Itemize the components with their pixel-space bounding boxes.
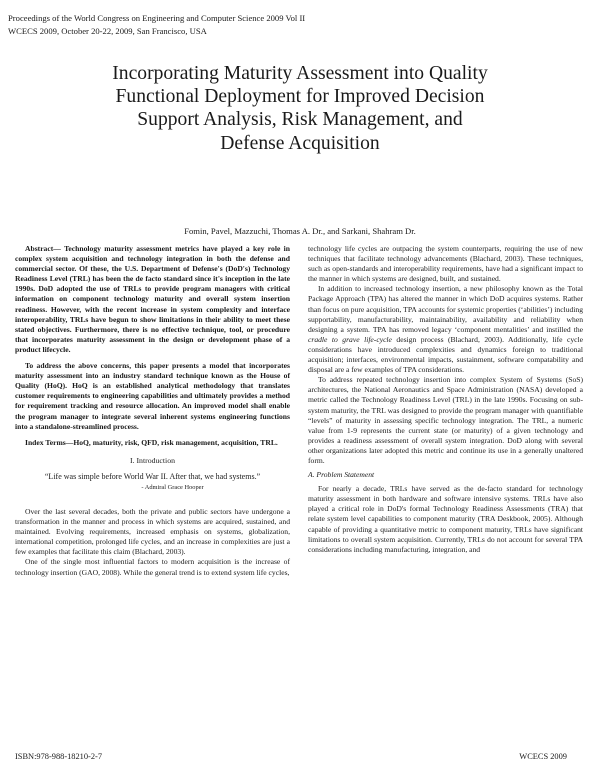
left-column	[15, 244, 290, 578]
right-paragraph-3: To address repeated technology insertion into complex System of Systems (SoS) architectures, the National Aeronautics and Space Administration (NASA) developed a metric called the Technology Readiness Level (TRL) in the late 1990s. Focusing on sub-system maturity, the TRL was designed to provide the program manager with quantifiable “levels” of maturity in assessing specific technology integration. The TRL, a numeric value from 1-9 represents the current state (or maturity) of a given technology and provides a readiness assessment of overall system integration. DoD along with several other organizations later adopted this metric and continue its use in a generally unaltered form.	[308, 375, 583, 465]
tpa-italic-phrase: cradle to grave life-cycle	[308, 334, 392, 344]
epigraph-quote: “Life was simple before World War II. After that, we had systems.”	[44, 471, 261, 481]
header-line-2: WCECS 2009, October 20-22, 2009, San Francisco, USA	[8, 26, 207, 36]
section-heading-introduction: I. Introduction	[129, 455, 176, 465]
title-line-4: Defense Acquisition	[220, 132, 380, 154]
right-paragraph-4: For nearly a decade, TRLs have served as the de-facto standard for technology maturity assessment in both hardware and software intensive systems. TRLs have also played a critical role in DoD's formal Technology Readiness Assessments (TRA) that relate system level capabilities to component maturity (TRA Deskbook, 2005). Although capable of providing a quantitative metric to component maturity, TRLs have significant limitations to overall system acquisition. Currently, TRLs do not account for several TPA considerations including manufacturing, integration, and	[308, 484, 583, 554]
right-column	[308, 244, 583, 555]
title-line-1: Incorporating Maturity Assessment into Quality	[112, 63, 488, 84]
author-list: Fomin, Pavel, Mazzuchi, Thomas A. Dr., and Sarkani, Shahram Dr.	[184, 226, 416, 236]
title-line-2: Functional Deployment for Improved Decision	[115, 86, 485, 108]
right-paragraph-2	[308, 284, 583, 375]
abstract-continued: To address the above concerns, this paper presents a model that incorporates maturity assessment into an industry standard technique known as the House of Quality (HoQ). HoQ is an established analytical methodology that translates customer requirements to engineering capabilities and ultimately provides a method for requirement tracking and resource allocation. An improved model shall enable the program manager to integrate several inherent systems engineering functions into a standalone-streamlined process.	[15, 361, 290, 431]
footer-isbn: ISBN:978-988-18210-2-7	[15, 752, 103, 761]
footer-conference: WCECS 2009	[519, 752, 567, 761]
epigraph-attribution: - Admiral Grace Hooper	[141, 483, 204, 491]
index-terms: Index Terms—HoQ, maturity, risk, QFD, risk management, acquisition, TRL.	[25, 437, 278, 447]
header-line-1: Proceedings of the World Congress on Engineering and Computer Science 2009 Vol II	[8, 13, 306, 23]
intro-paragraph-1: Over the last several decades, both the private and public sectors have undergone a transformation in the manner and process in which systems are acquired, sustained, and maintained. Evolving requirements, increased emphasis on systems, globalization, international competition, prolonged life cycles, and an increase in complexities are just a few examples that facilitate this claim (Blachard, 2003).	[15, 506, 290, 557]
title-line-3: Support Analysis, Risk Management, and	[137, 109, 463, 131]
tpa-text-a: In addition to increased technology insertion, a new philosophy known as the Total Package Approach (TPA) has altered the manner in which DoD acquires systems. Rather than focus on pure acquisition, TPA accounts for systemic properties (‘abilities’) including supportability, manufacturability, maintainability, availability and reliability when designing a system. TPA has removed legacy ‘component mentalities’ and instilled the	[308, 284, 584, 334]
paper-title	[40, 62, 560, 155]
subsection-problem-statement: A. Problem Statement	[308, 470, 375, 480]
intro-paragraph-2: One of the single most influential factors to modern acquisition is the increase of technology insertion (GAO, 2008). While the general trend is to extend system life cycles,	[15, 557, 290, 577]
right-paragraph-1: technology life cycles are outpacing the system counterparts, requiring the use of new techniques that facilitate technology advancements (Blachard, 2003). These techniques, such as open-standards and interoperability requirements, have had a significant impact to the manner in which systems are designed, built, and sustained.	[308, 244, 583, 284]
running-header	[8, 12, 305, 38]
abstract: Abstract— Technology maturity assessment metrics have played a key role in complex system acquisition and technology integration in both the defense and commercial sector. Of these, the U.S. Department of Defense's (DoD's) Technology Readiness Level (TRL) has been the de facto standard since it's inception in the late 1990s. DoD adopted the use of TRLs to provide program managers with critical information on component technology maturity and overall system insertion readiness. However, with the recent increase in system complexity and interface interoperability, TRLs have begun to show limitations in their ability to meet these stated objectives. Furthermore, there is no effective technique, tool, or procedure that incorporates maturity assessment in the design or development phase of a product lifecycle.	[15, 244, 290, 354]
tpa-text-b: design process (Blachard, 2003). Additionally, life cycle considerations have introduced complexities and dynamics foreign to traditional acquisition; interfaces, environmental impacts, sustainment, software compatability and disposal are a few examples of TPA considerations.	[308, 334, 583, 375]
